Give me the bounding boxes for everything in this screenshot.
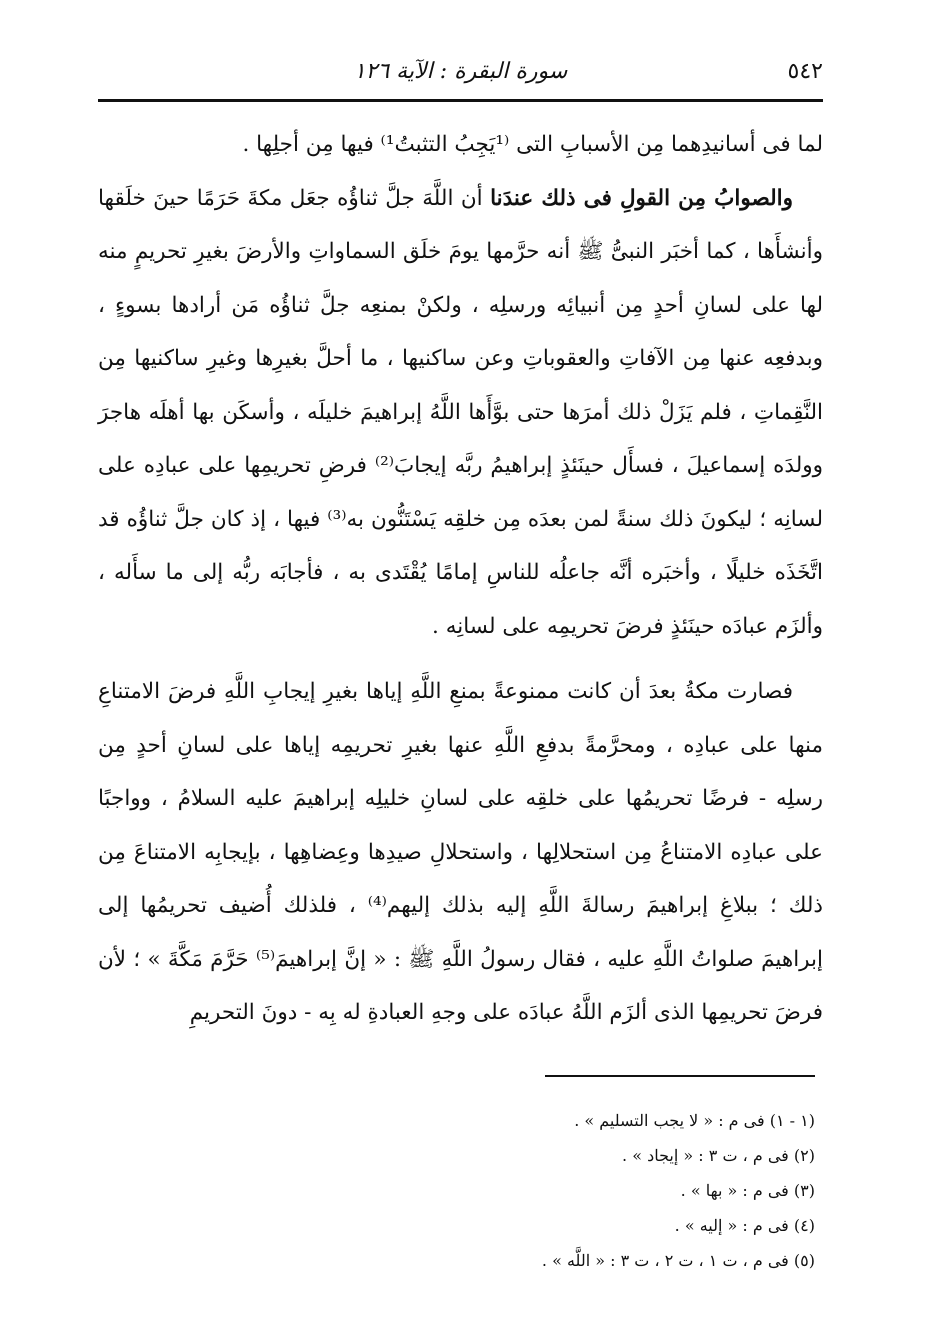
paragraph-2-lead: والصوابُ مِن القولِ فى ذلك عندَنا [490,185,793,211]
footnote-2: (٢) فى م ، ت ٣ : « إيجاد » . [622,1146,815,1165]
main-text [98,118,823,1040]
footnote-4: (٤) فى م : « إليه » . [674,1216,815,1235]
page-number: ٥٤٢ [787,58,823,84]
paragraph-2 [98,172,823,654]
paragraph-3: فصارت مكةُ بعدَ أن كانت ممنوعةً بمنعِ اللَّهِ إياها بغيرِ إيجابِ اللَّهِ فرضَ الامتناعِ منها على عبادِه ، ومحرَّمةً بدفعِ اللَّهِ عنها بغيرِ تحريمِه إياها على لسانِ أحدٍ مِن رسلِه - فرضًا تحريمُها على خلقِه على لسانِ خليلِه إبراهيمَ عليه السلامُ ، وواجبًا على عبادِه الامتناعُ مِن استحلالِها ، واستحلالِ صيدِها وعِضاهِها ، بإيجابِه الامتناعَ مِن ذلك ؛ ببلاغِ إبراهيمَ رسالةَ اللَّهِ إليه بذلك إليهم⁽⁴⁾ ، فلذلك أُضيف تحريمُها إلى إبراهيمَ صلواتُ اللَّهِ عليه ، فقال رسولُ اللَّهِ ﷺ : « إنَّ إبراهيمَ⁽⁵⁾ حَرَّمَ مَكَّةَ » ؛ لأن فرضَ تحريمِها الذى ألزَم اللَّهُ عبادَه على وجهِ العبادةِ له بِه - دونَ التحريمِ [98,679,824,1025]
footnote-1: (١ - ١) فى م : « لا يجب التسليم » . [574,1111,815,1130]
running-title: سورة البقرة : الآية ١٢٦ [353,58,568,84]
footnote-5: (٥) فى م ، ت ١ ، ت ٢ ، ت ٣ : « اللَّه » . [541,1251,815,1270]
header-divider [98,99,823,102]
paragraph-2-text: أن اللَّهَ جلَّ ثناؤُه جعَل مكةَ حَرَمًا حينَ خلَقها وأنشأَها ، كما أخبَر النبىُّ ﷺ أنه حرَّمها يومَ خلَق السماواتِ والأرضَ بغيرِ تحريمٍ منه لها على لسانِ أحدٍ مِن أنبيائِه ورسلِه ، ولكنْ بمنعِه جلَّ ثناؤُه مَن أرادها بسوءٍ ، وبدفعِه عنها مِن الآفاتِ والعقوباتِ وعن ساكنيها ، ما أحلَّ بغيرِها وغيرِ ساكنيها مِن النَّقِماتِ ، فلم يَزَلْ ذلك أمرَها حتى بوَّأَها اللَّهُ إبراهيمَ خليلَه ، وأسكَن بها أهلَه هاجرَ وولدَه إسماعيلَ ، فسأَل حينَئذٍ إبراهيمُ ربَّه إيجابَ⁽²⁾ فرضِ تحريمِها على عبادِه على لسانِه ؛ ليكونَ ذلك سنةً لمن بعدَه مِن خلقِه يَسْتَنُّون به⁽³⁾ فيها ، إذ كان جلَّ ثناؤُه قد اتَّخَذَه خليلًا ، وأخبَره أنَّه جاعلُه للناسِ إمامًا يُقْتَدى به ، فأجابَه ربُّه إلى ما سأَله ، وألزَم عبادَه حينَئذٍ فرضَ تحريمِه على لسانِه . [98,185,824,639]
page-header [98,50,823,92]
footnotes [98,1103,815,1278]
paragraph-1: لما فى أسانيدِهما مِن الأسبابِ التى ⁽¹يَجِبُ التثبتُ¹⁾ فيها مِن أجلِها . [242,132,823,157]
footnote-divider [545,1075,815,1077]
footnote-3: (٣) فى م : « بها » . [680,1181,815,1200]
